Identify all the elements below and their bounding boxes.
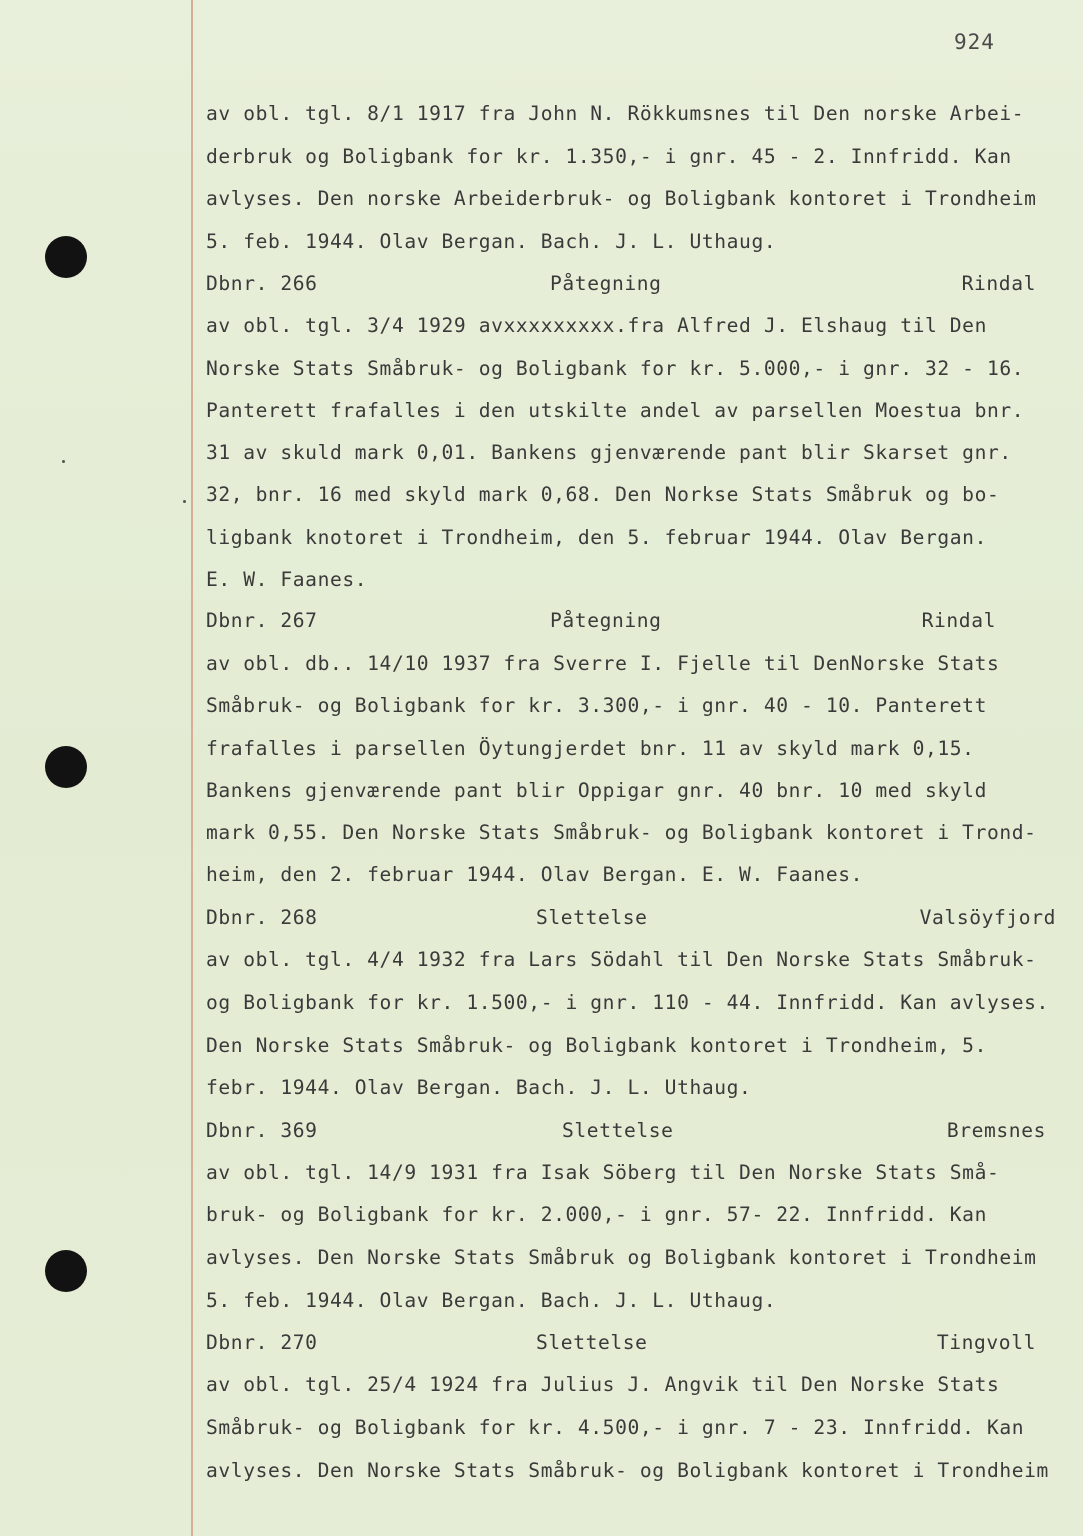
text-line: Småbruk- og Boligbank for kr. 3.300,- i gnr. 40 - 10. Panterett [206, 694, 987, 717]
text-line: av obl. tgl. 4/4 1932 fra Lars Södahl til Den Norske Stats Småbruk- [206, 948, 1037, 971]
text-line: Bankens gjenværende pant blir Oppigar gnr. 40 bnr. 10 med skyld [206, 779, 987, 802]
text-line: av obl. db.. 14/10 1937 fra Sverre I. Fjelle til DenNorske Stats [206, 652, 1000, 675]
text-line: Panterett frafalles i den utskilte andel av parsellen Moestua bnr. [206, 399, 1025, 422]
entry-header [206, 271, 1036, 297]
text-line: og Boligbank for kr. 1.500,- i gnr. 110 - 44. Innfridd. Kan avlyses. [206, 991, 1049, 1014]
punch-hole-middle [45, 746, 87, 788]
text-line: febr. 1944. Olav Bergan. Bach. J. L. Uthaug. [206, 1076, 752, 1099]
entry-number: Dbnr. 267 [206, 609, 318, 632]
entry-type: Påtegning [550, 609, 662, 632]
text-line: bruk- og Boligbank for kr. 2.000,- i gnr. 57- 22. Innfridd. Kan [206, 1203, 987, 1226]
entry-header [206, 1118, 1046, 1144]
text-line: Småbruk- og Boligbank for kr. 4.500,- i gnr. 7 - 23. Innfridd. Kan [206, 1416, 1025, 1439]
entry-header [206, 608, 1036, 634]
text-line: Norske Stats Småbruk- og Boligbank for kr. 5.000,- i gnr. 32 - 16. [206, 357, 1025, 380]
entry-place: Rindal [961, 272, 1036, 295]
text-line: avlyses. Den Norske Stats Småbruk og Boligbank kontoret i Trondheim [206, 1246, 1037, 1269]
text-line: frafalles i parsellen Öytungjerdet bnr. 11 av skyld mark 0,15. [206, 737, 975, 760]
page-number: 924 [954, 30, 995, 54]
entry-place: Bremsnes [946, 1119, 1046, 1142]
paper-speck [183, 500, 186, 503]
text-line: 5. feb. 1944. Olav Bergan. Bach. J. L. Uthaug. [206, 1289, 777, 1312]
punch-hole-bottom [45, 1250, 87, 1292]
text-line: 32, bnr. 16 med skyld mark 0,68. Den Norkse Stats Småbruk og bo- [206, 483, 1000, 506]
text-line: av obl. tgl. 14/9 1931 fra Isak Söberg til Den Norske Stats Små- [206, 1161, 1000, 1184]
entry-place: Rindal [921, 609, 996, 632]
text-line: 31 av skuld mark 0,01. Bankens gjenværende pant blir Skarset gnr. [206, 441, 1012, 464]
entry-place: Tingvoll [936, 1331, 1036, 1354]
margin-rule [191, 0, 193, 1536]
entry-header [206, 905, 1056, 931]
entry-number: Dbnr. 270 [206, 1331, 318, 1354]
entry-type: Slettelse [536, 1331, 648, 1354]
text-line: avlyses. Den Norske Stats Småbruk- og Boligbank kontoret i Trondheim [206, 1459, 1049, 1482]
entry-type: Påtegning [550, 272, 662, 295]
text-line: mark 0,55. Den Norske Stats Småbruk- og Boligbank kontoret i Trond- [206, 821, 1037, 844]
entry-type: Slettelse [562, 1119, 674, 1142]
entry-number: Dbnr. 369 [206, 1119, 318, 1142]
text-line: ligbank knotoret i Trondheim, den 5. februar 1944. Olav Bergan. [206, 526, 987, 549]
text-line: avlyses. Den norske Arbeiderbruk- og Boligbank kontoret i Trondheim [206, 187, 1037, 210]
entry-number: Dbnr. 268 [206, 906, 318, 929]
text-line: derbruk og Boligbank for kr. 1.350,- i gnr. 45 - 2. Innfridd. Kan [206, 145, 1012, 168]
text-line: Den Norske Stats Småbruk- og Boligbank kontoret i Trondheim, 5. [206, 1034, 987, 1057]
entry-type: Slettelse [536, 906, 648, 929]
text-line: av obl. tgl. 8/1 1917 fra John N. Rökkumsnes til Den norske Arbei- [206, 102, 1025, 125]
entry-number: Dbnr. 266 [206, 272, 318, 295]
entry-header [206, 1330, 1036, 1356]
text-line: E. W. Faanes. [206, 568, 368, 591]
paper-speck [62, 460, 65, 463]
entry-place: Valsöyfjord [919, 906, 1056, 929]
text-line: heim, den 2. februar 1944. Olav Bergan. E. W. Faanes. [206, 863, 864, 886]
text-line: av obl. tgl. 25/4 1924 fra Julius J. Angvik til Den Norske Stats [206, 1373, 1000, 1396]
text-line: av obl. tgl. 3/4 1929 avxxxxxxxxx.fra Alfred J. Elshaug til Den [206, 314, 987, 337]
text-line: 5. feb. 1944. Olav Bergan. Bach. J. L. Uthaug. [206, 230, 777, 253]
punch-hole-top [45, 236, 87, 278]
